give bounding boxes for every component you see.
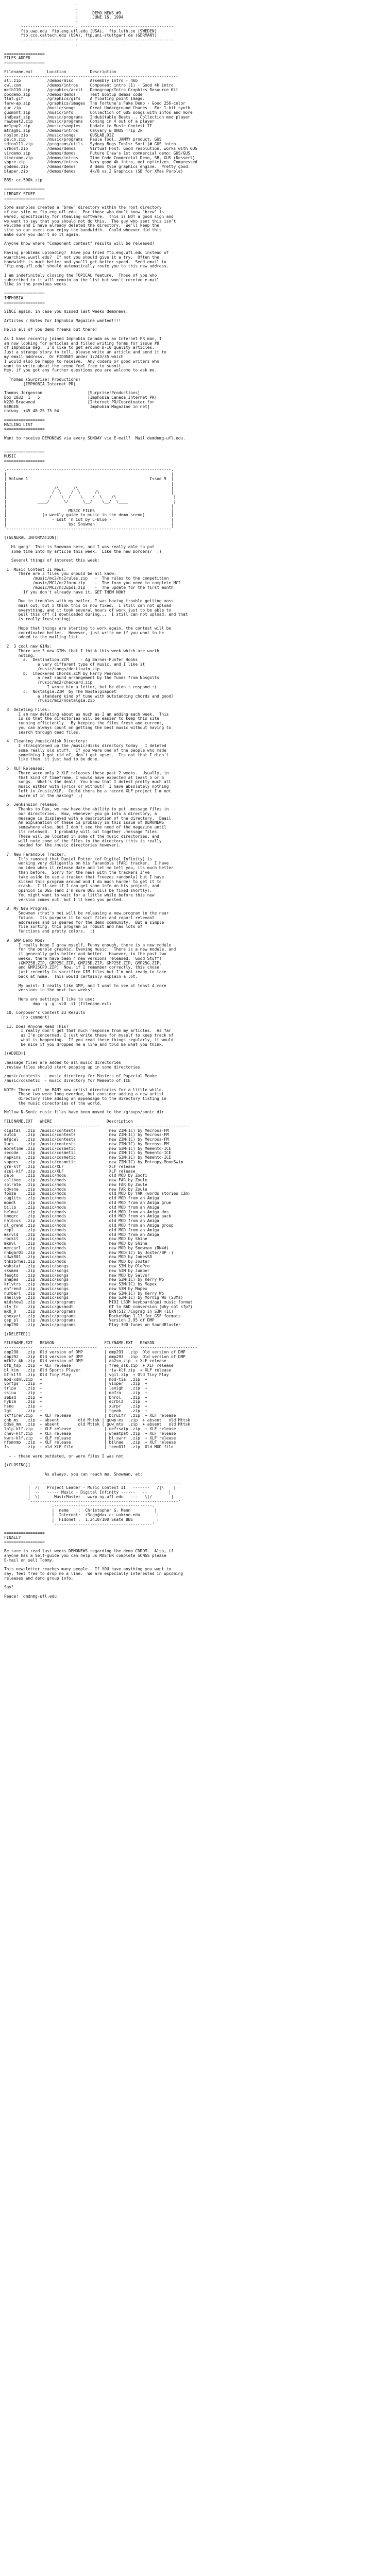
newsletter-text: . : : DEMO NEWS #9 : JUNE 16, 1994 : ---------------------- : --------------------------------------- ftp.uwp.edu ftp.eng.ufl.edu (USA), ftp.luth.se (SWEDEN) ftp.cco.caltech.edu (USA), ftp.uni-stuttgart.de (GERMANY) ---------------------- : --------------------------------------- : ================= FILES ADDED ================= Filename.ext Location Description ------------------------------------------------------------------------- all.zip /demos/misc Assembly intro - 4kb owl.com /demos/intros Component intro (1) - Good 4k intro mctb110.zip /graphics/ascii Demogroup/Intro Graphics Resource Kit ppcdemo.zip /demos/demos Test bootup demos code flat.gif /graphics/gifs A floating point image. farw-ap.zip /graphics/images The Fortune's Fake Demo - Good 256-color guc.zip /music/songs Great Underground Chunes - For 1-bit synth gusmoht.zip /music/info Collection of GUS songs with infos and more indbeat.zip /music/programs Indubitable Beats .. Collection mod player rawbeat2.zip /music/programs Coming in 4 out of a player mc1pap2.zip /music/samples Update to Music Contest II mtrag01.zip /demos/intros Calvary & ONUS Trip 2k noslon.zip /music/songs GUSLAB.DIZ palco.zip /music/programs Paula Tool, JAMMY product, GUS sdtool11.zip /programs/utils Sydney Bugs Tools: Sort (# GUS intro vrhost.zip /demos/demos Virtual Host: Good resolution, works with GUS virdemo.zip /demos/demos Future Crew's 1st commercial demo: GUS/GUS timecomm.zip /demos/intros Time Code Commercial Demo, SB, GUS (Dessert) vbpre.zip /demos/intros Very good 4k intro, not optimizes. Compressed godemo.zip /demos/demos A demo type graphics engine. Pretty good. blaper.zip /demos/demos 4k/8 vs.2 Graphics (SB for XMas Purple) BBS: cc-500k.zip ================= LIBRARY STUFF ================= Some assholes created a "brew" directory within the root directory of our site on ftp.eng.ufl.edu. For those who don't know "brew" is warez, specifically for stealing software. This is NOT a good sign and we want to say that you should not do this. The guy who sent this isn't welcome and I have already deleted the directory. We'll keep the site so our users can enjoy the bandwidth. Could whoever did this make sure you don't do it again. Anyone know where "Component contest" results will be released? Having problems uploading? Have you tried ftp.eng.ufl.edu instead of wuarchive.wustl.edu? If not you should give it a try. Often the bandwidth is much better and you'll get better speed. Send email to "ftp.eng.ufl.edu" should automatically route you to this new address. I am indefinitely closing the TOPICAL feature. Those of you who subscribed to it will remain on the list but won't receive e-mail like in the previous weeks. ================= IMPHOBIA ================= SINCE again, in case you missed last weeks demonews: Articles / Notes for Imphobia Magazine wanted!!!! Hello all of you demo freaks out there! As I have recently joined Imphobia Canada as an Internet PR man, I am now looking for articles and filled writing forms for issue #8 of Imphobia mag. I'd like to get around 8-10 quality articles. Just a strange story to tell, please write an article and send it to my email address. Or FIDONET under 1:243/35 which I would also be happy to receive. Any coders or good writers who want to write about the scene feel free to submit. Hey, if you got any further questions you are welcome to ask me. Thomas (Surprise! Productions) (IMPHOBIA Internet PR) Thomas Jorgenson [Surprise!Productions] Box 1032 1 5 [Imphobia Canada Internet PR] N220 Bradwood [Internet PR/Coordinator for BERGEN Imphobia Magazine in net] norway +45 48-25 75 04 ================= MAILING LIST ================= Want to receive DEMONEWS via every SUNDAY via E-mail? Mail demdnmg-ufl.edu. ================= MUSIC ================= .---------------------------------------------------------------------. | | | Volume 1 Issue 9 | | | | /\ /\ | | / \ / \ /\ | | / \ / \ / \ /\ | | ____/ \/ \__/ \__/ \____ | | | | MUSIC FILES | | (a weekly guide to music in the demo scene) | | - Edit 'n Cut by C-Blue - | | by: Snowman | `---------------------------------------------------------------------' [(GENERAL INFORMATION)] Hi gang! This is Snowman here, and I was really able to put some time into my article this week. Like the new borders? :) Several things of interest this week: 1. Music Contest II News: There are 3 files you should be all know: /music/mc2/mc2rules.zip - The rules to the competition /music/MC2/mc2form.zip - The form you need to complete MC2 /music/MC2/mc2upd1.zip - The update for the first month If you don't already have it, GET THEM NOW! Due to troubles with my mailer, I was having trouble getting mass mail out, but I think this is now fixed. I still can not upload everything, and it took several hours of work just to be able to pull this off (I downloaded during... I still can not upload, and that is really frustrating). Hope that things are starting to work again, the contest will be coordinated better. However, just write me if you want to be added to the mailing list. 2. 3 cool new GIMs: There are 3 new GIMs that I think this week which are worth noting: a. Destination.ZIM - Ag Barnes-Punfer Hooks a very different type of music, and I like it /music/songs/destinatn.zip b. Checkered Chords.ZIM by Harry Pearson a neat sound arrangement by the Tunes from Nosgolts /music/mc2/checkerd.zip I wrote him a letter, but he didn't respond :( c. Nostalgia.ZIM by The Nostalgiapoet a standard kind of tune with outstanding chords and good? /music/mc2/nostalgia.zip 3. Deleting Files: I am now deleting about as much as I am adding each week. This is so that the directories will be easier to keep this site running efficiently. By keeping the files fresh and current, you can always count on getting the best music without having to search through dead files. 4. Cleaning /music/disk Directory: I straightened up the /music/disks directory today. I deleted some really old stuff. If you were one of the people who made something I got rid of, don't get upset. Its not that I didn't like them, it just had to be done. 5. XLF Releases: There were only 2 XLF releases these past 2 weeks. Usually, in that kind of timeframe, I would have expected at least 5 or 6 songs. What's the deal? You know that I detest pretty much all music either with lyrics or without? I have absolutely nothing left in /music/XLF. Could there be a record XLF project I'm not aware of in the making? :) 6. Jenkinsion release: Thanks to Dax, we now have the ability to put .message files in our directories. Now, whenever you go into a directory, a message is displayed with a description of the directory. Email An explanation of these is probably in this issue of DEMONEWS somewhere else, but I don't see the need of the magazine until its released. I probably will put together .message files. These will be located in some of the music directories, and will note some of the files in the directory (this is really needed for the /music directories however). 7. New Farandole Tracker: It's rumored that Daniel Potter (of Digital Infinity) is working very diligently on his Farandole (FAR) tracker. I have no idea when it release date and let me tell you, its much better than before. Sorry for the news with the trackers I've take aside to use a tracker that freezes randomly) but I have kicked this program around and I do much harder to get it to crash. I'll see if I can get some info on his project, and opinion is DGS (and I'm sure DGS will be fixed shortly). You might want to wait for a little while before this new version comes out, but I'll keep you posted. 8. My New Program: Snowman (that's me) will be releasing a new program in the near future. Its purpose it to sort files and report relevant addresses and is geared for the demo community. But a simple file sorting, this program is robust and has lots of functions and pretty colors. :) 9. GMP Demo Mod? I really hope I grow myself, Funny enough, there is a new module for the purple graphic. Evening music. There is a new module, and it generally gets better and better. However, in the past two weeks, there have been 4 new versions released. Good Stuff! (GMP25B.ZIP, GMP25C.ZIP, GMP25D.ZIP, GMP25E.ZIP, GMP25G.ZIP, and GMP25CPD.ZIP) Now, if I remember correctly, this chose just recently to sacrifice GIM files but I'm not ready to take back at home. This would certainly explain a lot. My point: I really like GMP, and I want to see at least 4 more versions in the next two weeks! Here are settings I like to use: dmp -q -g -sz0 -il (filename.ext) 10. Composer's Contest #3 Results (no comment) 11. Does Anyone Read This? I really don't get that much response from my articles. As far as I'm concerned, I just write these for myself to keep track of what is happening. If you read these things regularly, it would be nice if you dropped me a line and told me what you think. [(ADDED)] .message files are added to all music directories .review files should start popping up in some directories /music/contests - music directory for Masters of Paperial Mooke /music/cosmetic - music directory for Memento of ICE NOTE: There will be MANY new artist directories for a little while. These two were long overdue, but consider adding a new artist directory like adding an appendage to the directory listing in the music directories of the world. Mellow N-Sonic music files have been moved to the /groups/sonic dir. FILENAME.EXT WHERE Description ------------ ------------------------- ----------------------------------- digital .zip /music/contests new ZIM(1C) by Mecross-FM autob .zip /music/contests new ZIM(1C) by Mecross-FM mfgcal .zip /music/contests new ZIM(1C) by Mecross-FM lucs .zip /music/contests new ZIM(1C) by Mecross-FM moretime .zip /music/cosmetic new S3M(1C) by Memento-ICE secode .zip /music/cosmetic new ZIM(1C) by Memento-ICE napkins .zip /music/cosmetic new S3M(1C) by Memento-ICE vapors .zip /music/cosmetic new ZIM(1C) by Entropy-MoonSwim grn-klf .zip /music/XLF XLF release azul-klf .zip /music/XLF XLF release pale .zip /music/mods old MOD by Zoofi cslthee .zip /music/mods new FAR by Zoule splrate .zip /music/mods new FAR by Zoule odyshe .zip /music/mods new FAR by Zoule fpoze .zip /music/mods old MOD by YAK (words stories c3m) cugiits .zip /music/mods old MOD from an Amiga mondl .zip /music/mods old MOD from an Amiga grue billb .zip /music/mods old MOD from an Amiga belmuz .zip /music/mods old MOD from an Amiga dos bmegrc .zip /music/mods old MOD from an Amiga pack halbcus .zip /music/mods old MOD from an Amiga pl_greno .zip /music/mods old MOD from an Amiga group repl .zip /music/mods old MOD from an Amiga msrvld .zip /music/mods old MOD from an Amiga rbckit .zip /music/mods new MOD by Shine mknvl .zip /music/mods new MOD by Shine mercurl .zip /music/mods new MOD by Snowman (RN4d) nhbgar01 .zip /music/mods new MOD(1C) by Joster/BP :) cdwkR01 .zip /music/mods new MOD by JamesSD thkzbrhel.zip /music/mods new MOD by Joster wakstat .zip /music/songs new S3M by OlePro sksmea .zip /music/songs new S3M by Jumper fasgto .zip /music/songs new MOD by Salvor shapes .zip /music/songs new S3M(1C) by Kerry Wo krlvtrs .zip /music/songs new S3M(1C) by Mapex enfrend .zip /music/songs new S3M by Mapex numbarl .zip /music/songs new S3M(1C) by Kerry Wo smellye .zip /music/songs new S3M(1C) by Mornig Wo (S3Ms) midshew1 .zip /music/programs MIDI LS3M keyboard/gui music format sly_tr .zip /music/gusmodt GT to BAD conversion (why not sfp?) mx0_0 .zip /music/programs BRN(512)/Cograg in S3M (1C) ghoxyrt .zip /music/programs RocketMan 1.13 for GSF formats gsp_pl .zip /music/programs Version 2.95 of DMP dmp290 .zip /music/programs Play 3d0 tunes on SoundBlaster [(DELETED)] FILENAME.EXT REASON FILENAME.EXT REASON ------------ ------------------------ ------------ ------------------------ dmp290 .zip Old version of DMP | dmp291 .zip Old version of DMP dmp292 .zip Old version of DMP | dmp293 .zip Old version of DMP mfb2z_4b .zip Old version of DMP | ab2so.zip + XLF release bfb_tsp .zip + XLF release | free_slk.zip + XLF release bl_kim .zip Old Sports Player | riw-klf.zip + XLF release bf-klf3 .zip Old Tiny Play | vgil.zip + Old Tiny Play mod-xdml.zip + | mod-tia .zip + vortgs .zip + | vixper .zip + trlpa .zip + | lenigh .zip + ssiuw .zip + | mafra .zip + sebsd .zip + | bhrol .zip + hyblm .zip + | ecrblz .zip + hsno .zip + | xurpr .zip + lgm .zip + | tgeab .zip + lkffirer.zip + XLF release | bcruifr .zip + XLF release gnb_ms .zip + absent old Mttsk | guwp-ms .zip + absent old Mttsk bdsa_mm .zip + absent old Mttsk | guw_mts .zip + absent old Mttsk lhlp-klf.zip + XLF release | nefrsatp .zip + XLF release chev-klf.zip + XLF release | wheatpat .zip + XLF release kwrs-klf.zip + XLF release | bl-swrr .zip + XLF release hfsmnmp .zip + XLF release | bilnae .zip + XLF release fs .zip + old XLF file | teen011 .zip Old MOD file + - these were outdated, or were files I was not [(CLOSING)] As always, you can reach me, Snowman, at: .--------------------------------------------------------------. | /| Project Leader - Music Contest II ------- /|\ | | -- ----- Music - Digital Infinity ------ -- | | \| MusicMaster - wwrp.ny.ufl.edu --- \|/ | `--------------------------------------------------------------' .-----------------------------------------. | name : Christopher G. Mann | | Internet: r3cgm@dax.cc.uakron.edu | | Fidonet : 1:2410/100 Skate BBS | `-----------------------------------------' ================= FINALLY ================= Be sure to read last weeks DEMONEWS regarding the demo CDROM. Also, if anyone has a Self-guide you can help us MASTER complete SONGS please E-mail on sell Tommy. This newsletter reaches many people. If YOU have anything you want to say, feel free to drop me a line. We are especially interested in upcoming releases and demo group info. Say! Peace! dmdnmg-ufl.edu [4, 2, 197, 1599]
